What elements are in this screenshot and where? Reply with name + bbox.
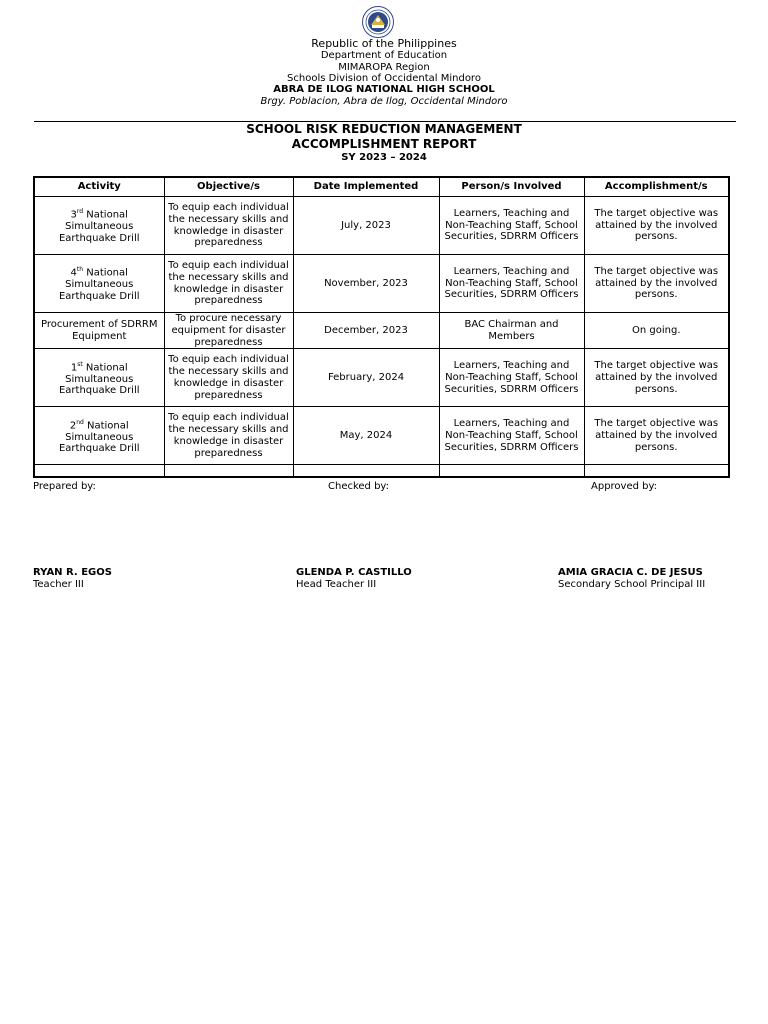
column-header: Date Implemented [293, 177, 439, 197]
date-cell: July, 2023 [293, 197, 439, 255]
table-row [34, 349, 729, 407]
accomplishment-table [33, 176, 730, 478]
column-header: Person/s Involved [439, 177, 584, 197]
accomplishment-cell: The target objective was attained by the involved persons. [584, 407, 729, 465]
column-header: Activity [34, 177, 164, 197]
activity-cell: 1st National Simultaneous Earthquake Drill [34, 349, 164, 407]
header-division: Schools Division of Occidental Mindoro [287, 73, 481, 84]
activity-cell: 4th National Simultaneous Earthquake Drill [34, 255, 164, 313]
approved-by-label: Approved by: [591, 481, 658, 492]
table-row [34, 197, 729, 255]
checked-by-label: Checked by: [328, 481, 389, 492]
date-cell: December, 2023 [293, 313, 439, 349]
date-cell: November, 2023 [293, 255, 439, 313]
column-header: Objective/s [164, 177, 293, 197]
deped-seal-icon [362, 6, 394, 38]
approver-name: AMIA GRACIA C. DE JESUS [558, 567, 703, 578]
persons-cell: Learners, Teaching and Non-Teaching Staff, School Securities, SDRRM Officers [439, 255, 584, 313]
report-title-line1: SCHOOL RISK REDUCTION MANAGEMENT [246, 122, 522, 136]
accomplishment-cell: The target objective was attained by the involved persons. [584, 255, 729, 313]
persons-cell: Learners, Teaching and Non-Teaching Staff, School Securities, SDRRM Officers [439, 407, 584, 465]
accomplishment-cell: On going. [584, 313, 729, 349]
objective-cell: To equip each individual the necessary skills and knowledge in disaster preparedness [164, 197, 293, 255]
report-title-line2: ACCOMPLISHMENT REPORT [291, 137, 477, 151]
accomplishment-cell: The target objective was attained by the involved persons. [584, 197, 729, 255]
persons-cell: BAC Chairman and Members [439, 313, 584, 349]
checker-name: GLENDA P. CASTILLO [296, 567, 412, 578]
column-header: Accomplishment/s [584, 177, 729, 197]
header-department: Department of Education [320, 50, 448, 61]
table-row-blank [34, 465, 729, 478]
table-row [34, 313, 729, 349]
accomplishment-cell: The target objective was attained by the involved persons. [584, 349, 729, 407]
header-address: Brgy. Poblacion, Abra de Ilog, Occidental Mindoro [260, 96, 508, 107]
preparer-position: Teacher III [33, 579, 84, 590]
checker-position: Head Teacher III [296, 579, 377, 590]
table-row [34, 407, 729, 465]
persons-cell: Learners, Teaching and Non-Teaching Staff, School Securities, SDRRM Officers [439, 349, 584, 407]
objective-cell: To equip each individual the necessary skills and knowledge in disaster preparedness [164, 255, 293, 313]
date-cell: February, 2024 [293, 349, 439, 407]
header-republic: Republic of the Philippines [311, 37, 457, 50]
table-row [34, 255, 729, 313]
objective-cell: To equip each individual the necessary skills and knowledge in disaster preparedness [164, 407, 293, 465]
objective-cell: To equip each individual the necessary skills and knowledge in disaster preparedness [164, 349, 293, 407]
header-region: MIMAROPA Region [338, 62, 430, 73]
school-year: SY 2023 – 2024 [341, 152, 427, 163]
prepared-by-label: Prepared by: [33, 481, 96, 492]
table-header-row [34, 177, 729, 197]
approver-position: Secondary School Principal III [558, 579, 706, 590]
header-school: ABRA DE ILOG NATIONAL HIGH SCHOOL [273, 84, 495, 95]
persons-cell: Learners, Teaching and Non-Teaching Staff, School Securities, SDRRM Officers [439, 197, 584, 255]
date-cell: May, 2024 [293, 407, 439, 465]
activity-cell: 3rd National Simultaneous Earthquake Drill [34, 197, 164, 255]
objective-cell: To procure necessary equipment for disaster preparedness [164, 313, 293, 349]
activity-cell: Procurement of SDRRM Equipment [34, 313, 164, 349]
activity-cell: 2nd National Simultaneous Earthquake Drill [34, 407, 164, 465]
preparer-name: RYAN R. EGOS [33, 567, 112, 578]
